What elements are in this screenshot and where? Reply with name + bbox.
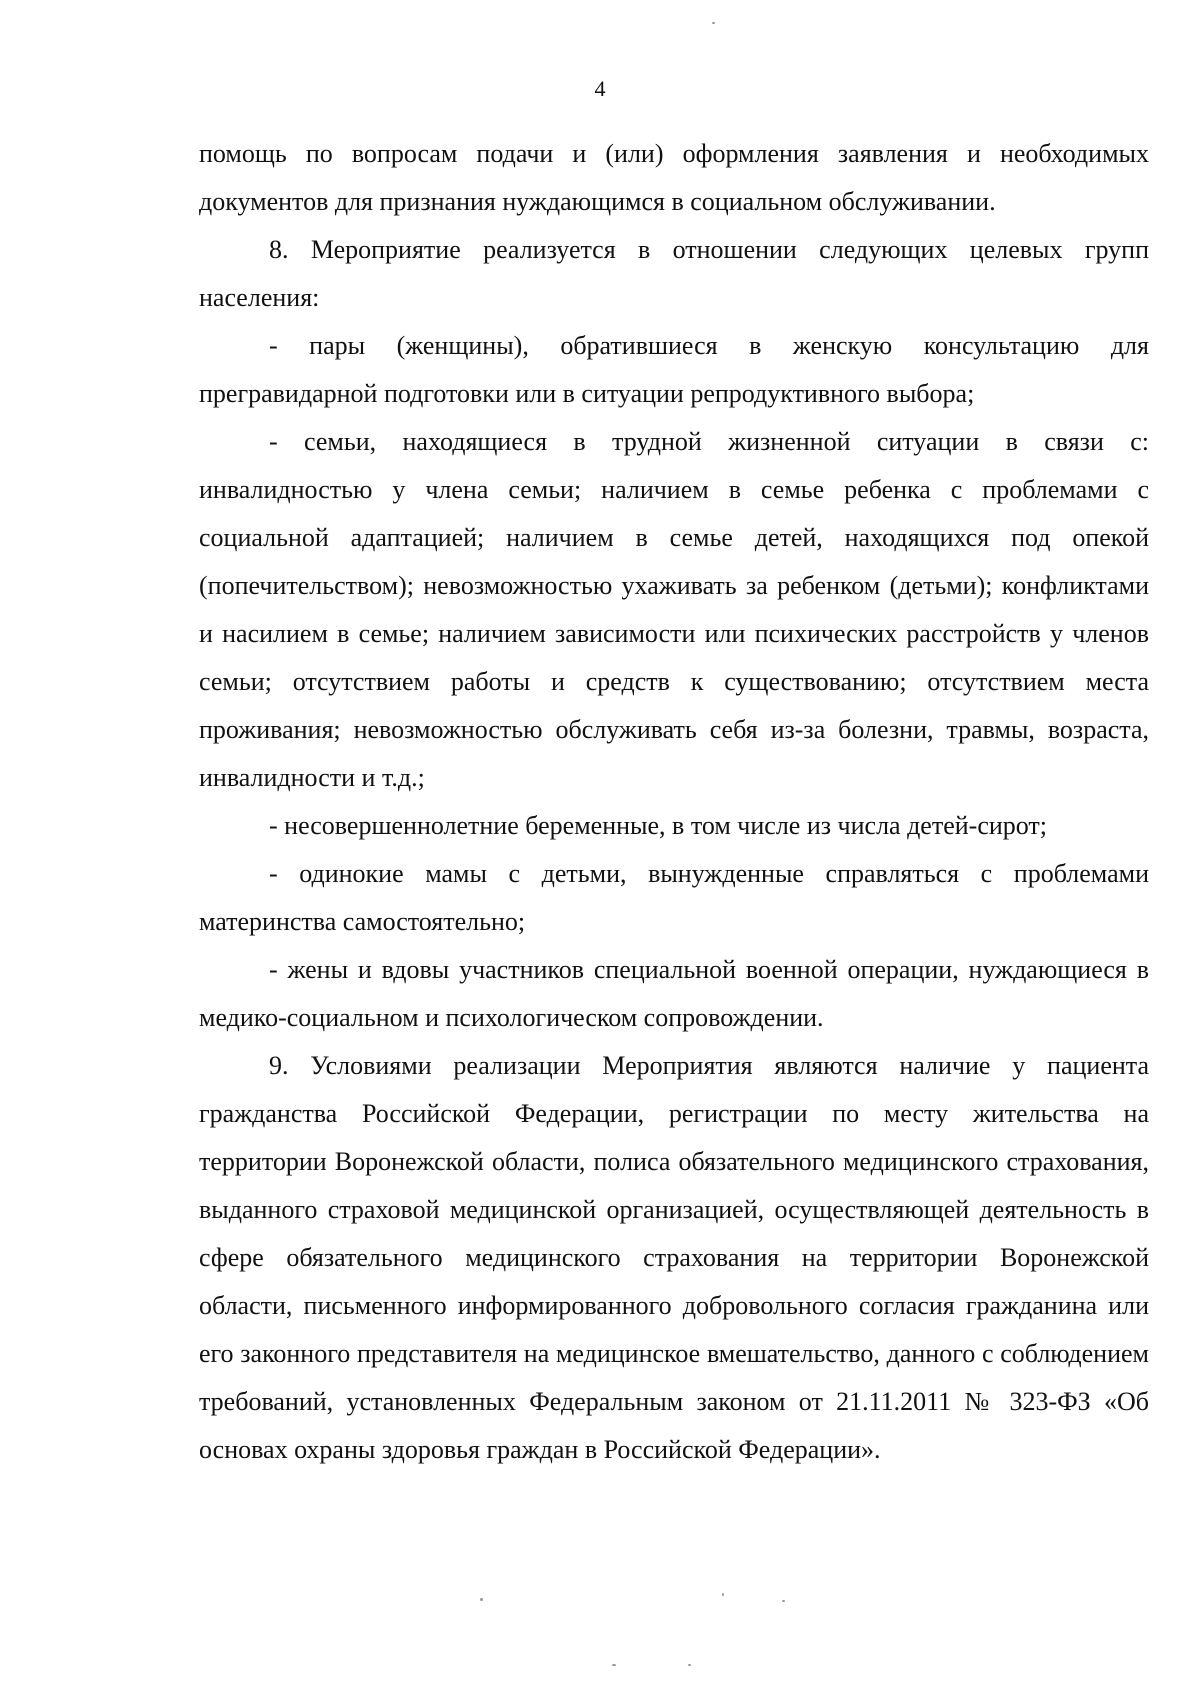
paragraph-continuation: помощь по вопросам подачи и (или) оформления заявления и необходимых документов для признания нуждающимся в социальном обслуживании. — [199, 139, 1149, 216]
scan-speck — [712, 22, 715, 24]
paragraph-item-9: 9. Условиями реализации Мероприятия являются наличие у пациента гражданства Российской Федерации, регистрации по месту жительства на территории Воронежской области, полиса обязательного медицинского страхования, выданного страховой медицинской организацией, осуществляющей деятельность в сфере обязательного медицинского страхования на территории Воронежской области, письменного информированного добровольного согласия гражданина или его законного представителя на медицинское вмешательство, данного с соблюдением требований, установленных Федеральным законом от 21.11.2011 № 323-ФЗ «Об основах охраны здоровья граждан в Российской Федерации». — [199, 1051, 1149, 1464]
list-item-couples: - пары (женщины), обратившиеся в женскую консультацию для прегравидарной подготовки или в ситуации репродуктивного выбора; — [199, 331, 1149, 408]
list-item-single-mothers: - одинокие мамы с детьми, вынужденные справляться с проблемами материнства самостоятельно; — [199, 859, 1149, 936]
paragraph-item-8: 8. Мероприятие реализуется в отношении следующих целевых групп населения: — [199, 235, 1149, 312]
list-item-families: - семьи, находящиеся в трудной жизненной ситуации в связи с: инвалидностью у члена семьи; наличием в семье ребенка с проблемами с социальной адаптацией; наличием в семье детей, находящихся под опекой (попечительством); невозможностью ухаживать за ребенком (детьми); конфликтами и насилием в семье; наличием зависимости или психических расстройств у членов семьи; отсутствием работы и средств к существованию; отсутствием места проживания; невозможностью обслуживать себя из-за болезни, травмы, возраста, инвалидности и т.д.; — [199, 427, 1149, 792]
scan-speck — [480, 1598, 483, 1601]
scan-speck — [612, 1664, 616, 1666]
scan-speck — [722, 1593, 724, 1596]
list-item-wives-widows: - жены и вдовы участников специальной военной операции, нуждающиеся в медико-социальном и психологическом сопровождении. — [199, 955, 1149, 1032]
scan-speck — [782, 1600, 785, 1602]
scan-speck — [688, 1664, 691, 1666]
document-body — [199, 130, 1149, 1474]
page-number: 4 — [594, 76, 606, 101]
list-item-minors: - несовершеннолетние беременные, в том числе из числа детей-сирот; — [269, 811, 1048, 840]
